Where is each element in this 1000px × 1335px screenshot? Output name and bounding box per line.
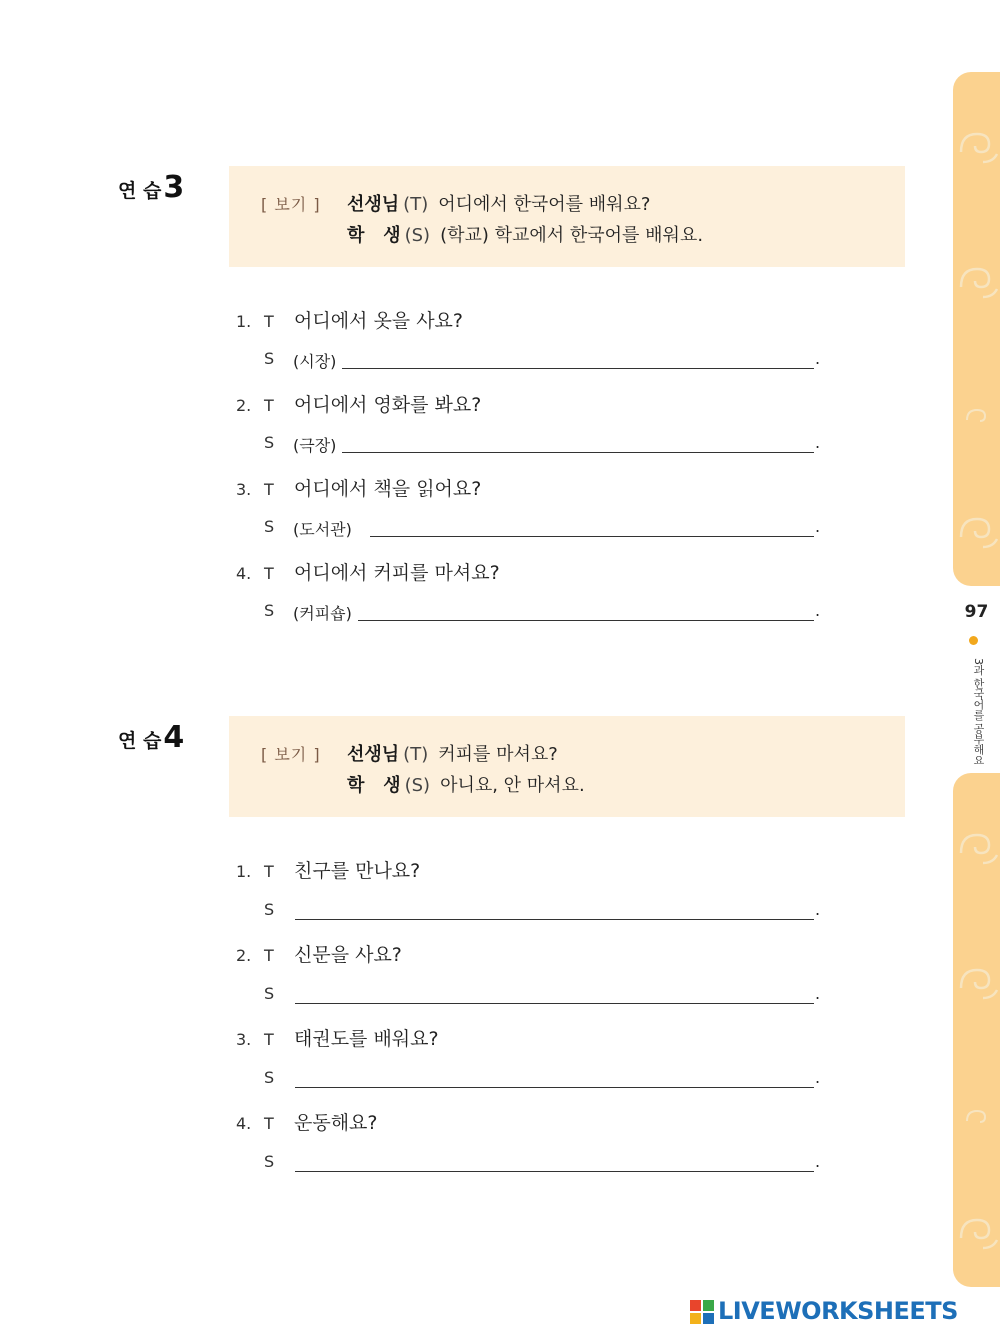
- logo-text: LIVEWORKSHEETS: [718, 1297, 958, 1325]
- student-mark: S: [264, 1152, 275, 1171]
- student-mark: S: [264, 984, 275, 1003]
- question-number: 4.: [236, 1114, 252, 1133]
- question-row: [236, 1108, 378, 1135]
- student-role: 학 생: [347, 775, 401, 796]
- swirl-ornament-icon: [953, 497, 1000, 557]
- exercise-4-label: [118, 720, 184, 755]
- question-text: 어디에서 옷을 사요?: [294, 310, 463, 332]
- swirl-ornament-icon: [953, 1083, 1000, 1143]
- answer-period: .: [815, 1152, 821, 1171]
- teacher-mark: T: [264, 1114, 274, 1133]
- answer-period: .: [815, 1068, 821, 1087]
- answer-period: .: [815, 517, 821, 536]
- teacher-mark: T: [264, 862, 274, 881]
- example-box-3: [229, 166, 905, 267]
- student-code: (S): [404, 225, 431, 246]
- swirl-ornament-icon: [953, 1198, 1000, 1258]
- answer-field[interactable]: [342, 452, 814, 453]
- question-number: 4.: [236, 564, 252, 583]
- example-teacher-line: [347, 740, 558, 766]
- swirl-ornament-icon: [953, 112, 1000, 172]
- answer-period: .: [815, 433, 821, 452]
- question-number: 1.: [236, 862, 252, 881]
- teacher-role: 선생님: [347, 744, 400, 765]
- question-number: 2.: [236, 946, 252, 965]
- exercise-3-label: [118, 170, 184, 205]
- question-text: 운동해요?: [294, 1112, 378, 1134]
- example-student-line: [347, 771, 585, 797]
- answer-row: [264, 347, 824, 373]
- answer-hint: (시장): [293, 352, 337, 371]
- student-role: 학 생: [347, 225, 401, 246]
- teacher-text: 커피를 마셔요?: [438, 744, 558, 765]
- student-code: (S): [404, 775, 431, 796]
- answer-row: [264, 982, 824, 1008]
- question-number: 3.: [236, 1030, 252, 1049]
- swirl-ornament-icon: [953, 247, 1000, 307]
- swirl-ornament-icon: [953, 813, 1000, 873]
- answer-field[interactable]: [295, 1087, 814, 1088]
- question-row: [236, 1024, 439, 1051]
- student-mark: S: [264, 1068, 275, 1087]
- example-tag: [ 보기 ]: [261, 745, 321, 764]
- side-tab-top: [953, 72, 1000, 586]
- teacher-role: 선생님: [347, 194, 400, 215]
- example-tag: [ 보기 ]: [261, 195, 321, 214]
- teacher-mark: T: [264, 480, 274, 499]
- example-teacher-line: [347, 190, 650, 216]
- question-text: 어디에서 영화를 봐요?: [294, 394, 482, 416]
- example-box-4: [229, 716, 905, 817]
- answer-period: .: [815, 900, 821, 919]
- swirl-ornament-icon: [953, 948, 1000, 1008]
- question-text: 친구를 만나요?: [294, 860, 421, 882]
- teacher-code: (T): [403, 744, 429, 765]
- swirl-ornament-icon: [953, 382, 1000, 442]
- teacher-mark: T: [264, 946, 274, 965]
- exercise-label-number: 4: [163, 720, 185, 755]
- answer-period: .: [815, 601, 821, 620]
- student-text: (학교) 학교에서 한국어를 배워요.: [440, 225, 704, 246]
- teacher-mark: T: [264, 312, 274, 331]
- question-row: [236, 558, 500, 585]
- answer-row: [264, 1150, 824, 1176]
- question-number: 2.: [236, 396, 252, 415]
- answer-field[interactable]: [342, 368, 814, 369]
- student-mark: S: [264, 433, 275, 452]
- page-number: 97: [964, 602, 989, 622]
- student-mark: S: [264, 349, 275, 368]
- exercise-label-prefix: 연 습: [118, 730, 162, 752]
- example-student-line: [347, 221, 703, 247]
- student-mark: S: [264, 900, 275, 919]
- answer-hint: (커피숍): [293, 604, 352, 623]
- question-text: 어디에서 책을 읽어요?: [294, 478, 482, 500]
- answer-period: .: [815, 349, 821, 368]
- question-number: 1.: [236, 312, 252, 331]
- answer-row: [264, 431, 824, 457]
- teacher-text: 어디에서 한국어를 배워요?: [438, 194, 651, 215]
- side-tab-bottom: [953, 773, 1000, 1287]
- answer-field[interactable]: [295, 1171, 814, 1172]
- answer-row: [264, 515, 824, 541]
- answer-field[interactable]: [370, 536, 814, 537]
- answer-row: [264, 898, 824, 924]
- answer-field[interactable]: [295, 919, 814, 920]
- question-row: [236, 856, 420, 883]
- question-row: [236, 940, 402, 967]
- answer-period: .: [815, 984, 821, 1003]
- student-mark: S: [264, 601, 275, 620]
- question-number: 3.: [236, 480, 252, 499]
- teacher-code: (T): [403, 194, 429, 215]
- student-text: 아니요, 안 마셔요.: [440, 775, 585, 796]
- exercise-label-number: 3: [163, 170, 185, 205]
- answer-row: [264, 1066, 824, 1092]
- answer-field[interactable]: [358, 620, 814, 621]
- teacher-mark: T: [264, 1030, 274, 1049]
- question-row: [236, 306, 463, 333]
- answer-hint: (도서관): [293, 520, 352, 539]
- exercise-label-prefix: 연 습: [118, 180, 162, 202]
- question-text: 태권도를 배워요?: [294, 1028, 439, 1050]
- student-mark: S: [264, 517, 275, 536]
- question-text: 어디에서 커피를 마셔요?: [294, 562, 500, 584]
- liveworksheets-logo[interactable]: [690, 1297, 990, 1327]
- answer-field[interactable]: [295, 1003, 814, 1004]
- chapter-title: 3과 한국어를 공부해요: [972, 658, 985, 765]
- liveworksheets-grid-icon: [690, 1300, 714, 1324]
- answer-hint: (극장): [293, 436, 337, 455]
- question-row: [236, 390, 481, 417]
- teacher-mark: T: [264, 396, 274, 415]
- teacher-mark: T: [264, 564, 274, 583]
- page-dot-icon: [969, 636, 978, 645]
- answer-row: [264, 599, 824, 625]
- question-row: [236, 474, 481, 501]
- question-text: 신문을 사요?: [294, 944, 402, 966]
